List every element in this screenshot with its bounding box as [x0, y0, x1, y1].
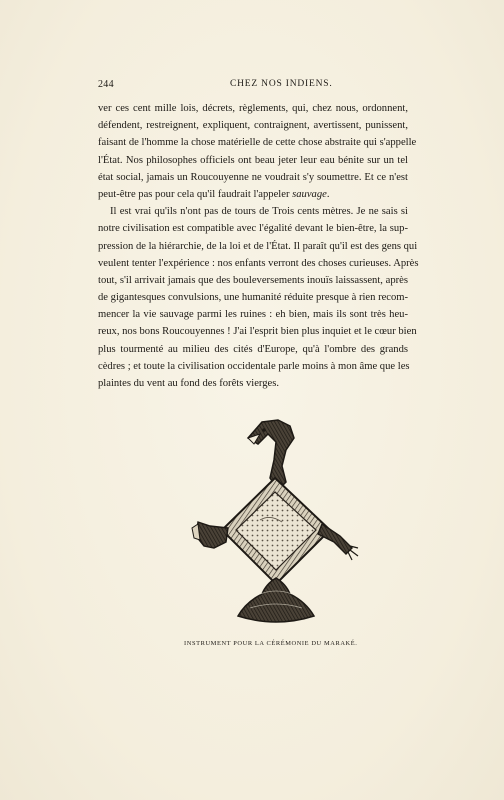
- text-line: tout, s'il arrivait jamais que des bouleversements inouïs laissassent, après: [98, 274, 408, 286]
- text-line: reux, nos bons Roucouyennes ! J'ai l'esprit bien plus inquiet et le cœur bien: [98, 326, 417, 338]
- text-line: pression de la hiérarchie, de la loi et de l'État. Il paraît qu'il est des gens qui: [98, 240, 418, 252]
- engraving-drawing: [190, 408, 365, 628]
- running-head: [98, 79, 408, 93]
- figure-caption: INSTRUMENT POUR LA CÉRÉMONIE DU MARAKÉ.: [184, 640, 358, 647]
- text-line: faisant de l'homme la chose matérielle de cette chose abstraite qui s'appelle: [98, 137, 417, 149]
- text-line: de gigantesques convulsions, une humanité réduite presque à rien recom-: [98, 292, 409, 304]
- text-line: plaintes du vent au fond des forêts vierges.: [98, 378, 280, 389]
- text-line: défendent, restreignent, expliquent, contraignent, avertissent, punissent,: [98, 120, 408, 132]
- marake-instrument-illustration: [190, 408, 365, 628]
- text-line: notre civilisation est compatible avec l'égalité devant le bien-être, la sup-: [98, 223, 408, 235]
- text-line: cèdres ; et toute la civilisation occidentale parle moins à mon âme que les: [98, 360, 410, 372]
- paragraph-start-line: Il est vrai qu'ils n'ont pas de tours de Trois cents mètres. Je ne sais si: [110, 206, 408, 218]
- text-line: ver ces cent mille lois, décrets, règlements, qui, chez nous, ordonnent,: [98, 103, 408, 114]
- text-line: peut-être pas pour cela qu'il faudrait l'appeler: [98, 188, 290, 200]
- italic-word: sauvage: [292, 188, 327, 200]
- text-line: mencer la vie sauvage parmi les ruines : eh bien, mais ils sont très heu-: [98, 309, 408, 321]
- page-number: 244: [98, 79, 114, 90]
- italic-suffix: .: [326, 188, 330, 200]
- text-line: plus tourmenté au milieu des cités d'Europe, qu'à l'ombre des grands: [98, 343, 408, 355]
- text-line-with-italic: [98, 186, 408, 203]
- text-line: veulent tenter l'expérience : nos enfants verront des choses curieuses. Après: [98, 257, 419, 269]
- running-title: CHEZ NOS INDIENS.: [230, 79, 333, 89]
- text-line: l'État. Nos philosophes officiels ont beau jeter leur eau bénite sur un tel: [98, 154, 408, 166]
- body-text: [98, 100, 419, 392]
- text-line: état social, jamais un Roucouyenne ne voudrait s'y soumettre. Et ce n'est: [98, 171, 408, 183]
